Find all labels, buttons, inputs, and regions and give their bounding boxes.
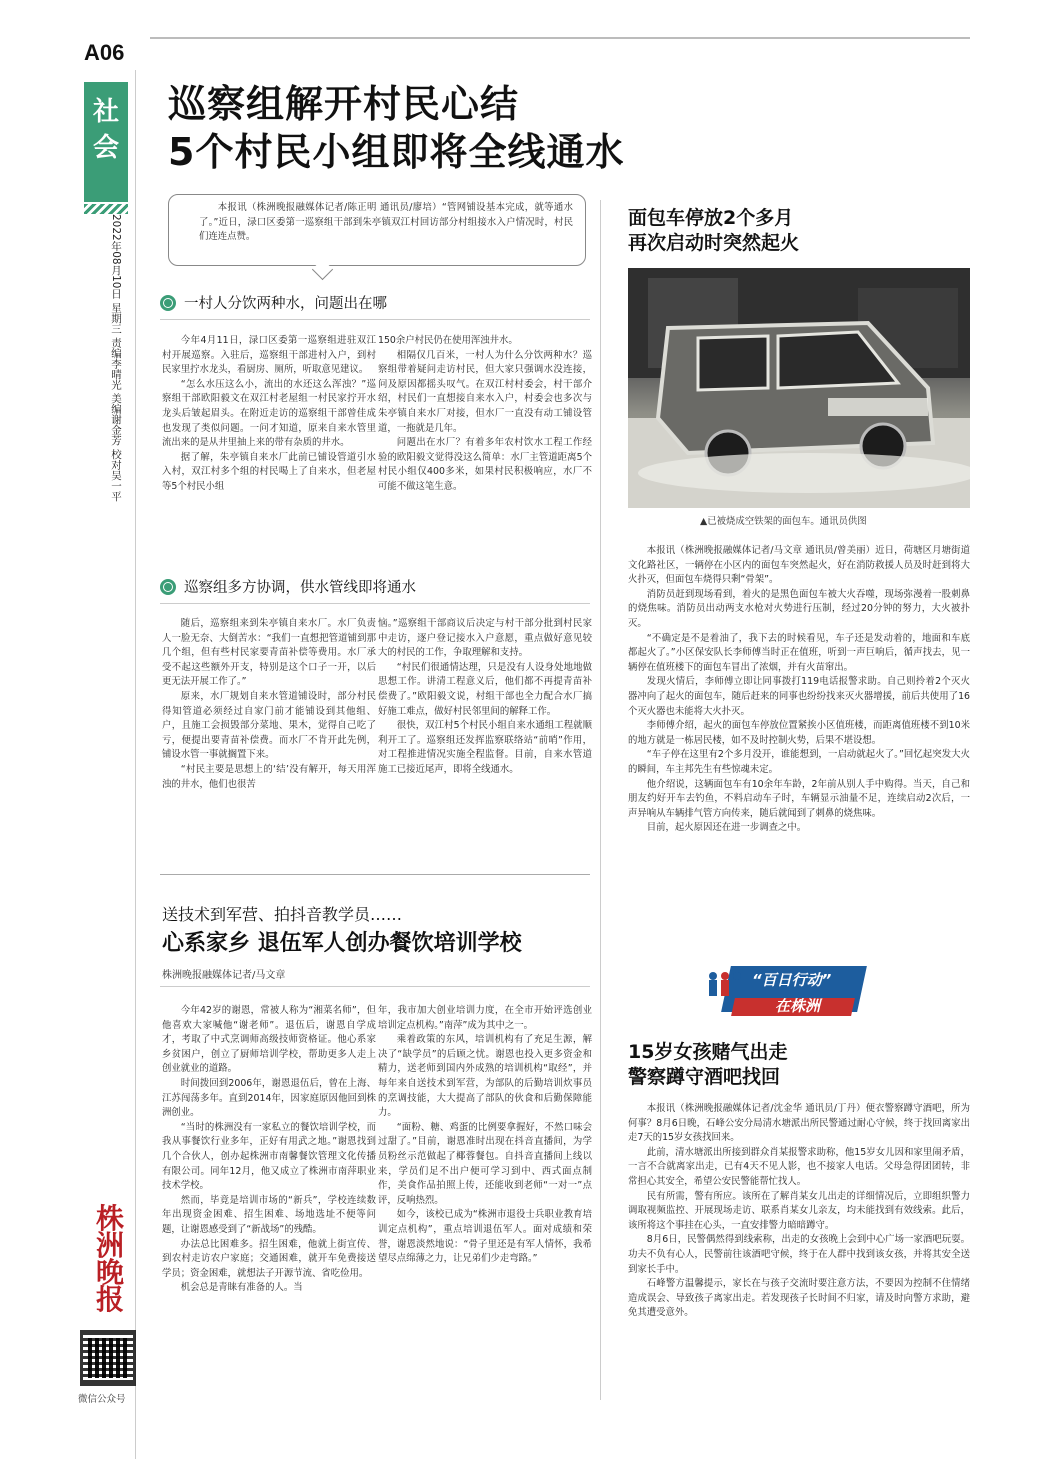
paragraph: 相隔仅几百米，一村人为什么分饮两种水？巡察组带着疑问走访村民，但大家只强调水没连接，问及原因都摇头叹气。在双江村村委会，村干部介绍，村民们一直想接自来水入户，村委会也多次与朱亭镇自来水厂对接，但水厂一直没有动工铺设管道，一拖就是几年。 <box>378 349 592 434</box>
bullet-icon <box>160 579 176 595</box>
paragraph: 时间拨回到2006年，谢恩退伍后，曾在上海、江苏闯荡多年。直到2014年，因家庭原因他回到株洲创业。 <box>162 1077 376 1119</box>
paragraph: 办法总比困难多。招生困难，他就上街宣传、到农村走访农户家庭；交通困难，就开车免费接送学员；资金困难，就想法子开源节流、省吃俭用。 <box>162 1238 376 1279</box>
qr-label: 微信公众号 <box>78 1394 126 1405</box>
logo-char: 报 <box>95 1283 124 1316</box>
s1-right-column <box>378 334 592 495</box>
paragraph: 今年42岁的谢恩，常被人称为“湘菜名师”，但他喜欢大家喊他“谢老师”。退伍后，谢恩自学成才，考取了中式烹调师高级技师资格证。他心系家乡贫困户，创立了厨师培训学校，帮助更多人走上创业就业的道路。 <box>162 1005 376 1075</box>
second-left-column <box>162 1004 376 1296</box>
headline-line: 巡察组解开村民心结 <box>168 82 520 126</box>
second-kicker: 送技术到军营、拍抖音教学员…… <box>162 905 403 924</box>
people-silhouette-icon <box>705 970 750 998</box>
paragraph: “车子停在这里有2个多月没开，谁能想到，一启动就起火了。”回忆起突发大火的瞬间，车主邦先生有些惊魂未定。 <box>628 749 970 775</box>
subheading-rule <box>160 603 590 604</box>
paragraph: 然而，毕竟是培训市场的“新兵”，学校连续数年出现资金困难、招生困难、场地选址不便等问题，让谢恩感受到了“新战场”的残酷。 <box>162 1194 376 1235</box>
page-number: A06 <box>84 40 125 65</box>
paragraph: “不确定是不是着油了，我下去的时候看见，车子还是发动着的，地面和车底都起火了。”小区保安队长李师傅当时正在值班，听到一声巨响后，循声找去，见一辆停在值班楼下的面包车冒出了浓烟，并有火苗窜出。 <box>628 632 970 673</box>
paragraph: 恼。”巡察组干部商议后决定与村干部分批到村民家中走访，逐户登记接水入户意愿，重点做好意见较大的村民的工作，争取理解和支持。 <box>378 618 592 659</box>
paragraph: “村民们很通情达理，只是没有人设身处地地做思想工作。讲清工程意义后，他们都不再提青苗补偿费了。”欧阳毅文说，村组干部也全力配合水厂搞好施工难点，做好村民邻里间的解释工作。 <box>378 661 592 717</box>
paragraph: 机会总是青睐有准备的人。当 <box>180 1282 303 1294</box>
headline-line: 再次启动时突然起火 <box>628 232 800 254</box>
paragraph: 今年4月11日，渌口区委第一巡察组进驻双江村开展巡察。入驻后，巡察组干部进村入户，到村民家里拧水龙头，看厨房、厕所，听取意见建议。 <box>162 335 376 376</box>
paragraph: 石峰警方温馨提示，家长在与孩子交流时要注意方法，不要因为控制不住情绪造成误会、导致孩子离家出走。若发现孩子长时间不归家，请及时向警方求助，避免其遭受意外。 <box>628 1278 970 1319</box>
paragraph: 8月6日，民警偶然得到线索称，出走的女孩晚上会到中心广场一家酒吧玩耍。功夫不负有心人，民警前往该酒吧守候，终于在人群中找到该女孩，并将其安全送到家长手中。 <box>628 1234 970 1275</box>
qr-code-pattern <box>88 1338 128 1378</box>
paragraph: 年，我市加大创业培训力度，在全市开始评选创业培训定点机构。”南萍”成为其中之一。 <box>378 1005 592 1031</box>
subheading-text: 一村人分饮两种水，问题出在哪 <box>184 296 387 312</box>
paragraph: 本报讯（株洲晚报融媒体记者/马文章 通讯员/曾美丽）近日，荷塘区月塘街道文化路社区，一辆停在小区内的面包车突然起火，好在消防救援人员及时赶到将大火扑灭，但面包车烧得只剩“骨架”。 <box>628 545 970 586</box>
van-illustration <box>628 268 970 508</box>
lead-paragraph: 本报讯（株洲晚报融媒体记者/陈正明 通讯员/廖培）“管网铺设基本完成，就等通水了。”近日，渌口区委第一巡察组干部到朱亭镇双江村回访部分村组接水入户情况时，村民们连连点赞。 <box>199 202 573 243</box>
headline-line: 面包车停放2个多月 <box>628 207 794 229</box>
right-article-1-body <box>628 544 970 836</box>
second-headline: 心系家乡 退伍军人创办餐饮培训学校 <box>162 931 522 956</box>
paragraph: “怎么水压这么小，流出的水还这么浑浊？”巡察组干部欧阳毅文在双江村老屋组一村民家拧开水龙头后皱起眉头。在附近走访的巡察组干部曾佳成也发现了类似问题。一问才知道，原来自来水管里流出来的是从井里抽上来的带有杂质的井水。 <box>162 378 376 449</box>
byline-rule <box>160 986 590 987</box>
section-tab-stripe <box>84 204 128 214</box>
paragraph: 随后，巡察组来到朱亭镇自来水厂。水厂负责人一脸无奈、大倒苦水：“我们一直想把管道铺到那几个组，但有些村民家要青苗补偿等费用。水厂承受不起这些额外开支，特别是这个口子一开，以后更无法开展工作了。” <box>162 618 376 688</box>
second-right-column <box>378 1004 592 1267</box>
paragraph: 150余户村民仍在使用浑浊井水。 <box>378 335 518 346</box>
lead-box <box>168 194 586 266</box>
paragraph: 目前，起火原因还在进一步调查之中。 <box>646 822 807 834</box>
banner-line-2: 在株洲 <box>775 997 821 1015</box>
paragraph: 他介绍说，这辆面包车有10余年车龄，2年前从别人手中购得。当天，自己和朋友约好开车去钓鱼，不料启动车子时，车辆显示油量不足，连续启动2次后，一声异响从车辆排气管方向传来，随后就闻到了刺鼻的烧焦味。 <box>628 778 970 819</box>
subheading-2 <box>160 576 590 604</box>
main-headline <box>168 80 624 176</box>
paragraph: 很快，双江村5个村民小组自来水通组工程就顺利开工了。巡察组还发挥监察联络站“前哨”作用，对工程推进情况实施全程监督。目前，自来水管道施工已接近尾声，即将全线通水。 <box>378 720 592 775</box>
date-editor-line: 2022年08月10日 星期三 责编李晴光 美编谢金芳 校对吴一平 <box>110 214 122 502</box>
bullet-icon <box>160 295 176 311</box>
section-char: 社 <box>92 97 119 127</box>
subheading-1 <box>160 292 590 320</box>
section-char: 会 <box>92 133 119 163</box>
subheading-text: 巡察组多方协调，供水管线即将通水 <box>184 580 416 596</box>
subheading-rule <box>160 319 590 320</box>
paragraph: 问题出在水厂？有着多年农村饮水工程工作经验的欧阳毅文觉得没这么简单：水厂主管道距离5个村民小组仅400多米，如果村民积极响应，水厂不可能不做这笔生意。 <box>378 437 592 492</box>
paragraph: 发现火情后，李师傅立即让同事拨打119电话报警求助。自己则拎着2个灭火器冲向了起火的面包车，随后赶来的同事也纷纷找来灭火器增援，前后共使用了16个灭火器也未能将大火扑灭。 <box>628 676 970 717</box>
s1-left-column <box>162 334 376 495</box>
column-divider <box>135 70 136 1459</box>
masthead-logo <box>92 1202 128 1316</box>
article-divider <box>160 874 590 875</box>
logo-char: 晚 <box>95 1256 124 1289</box>
logo-char: 洲 <box>95 1229 124 1262</box>
top-rule <box>150 37 970 39</box>
paragraph: “当时的株洲没有一家私立的餐饮培训学校，而我从事餐饮行业多年，正好有用武之地。”谢恩找到几个合伙人，创办起株洲市南馨餐饮管理文化传播有限公司。同年12月，他又成立了株洲市南萍职业技术学校。 <box>162 1121 376 1192</box>
s2-left-column <box>162 617 376 792</box>
right-headline-2 <box>628 1040 787 1090</box>
headline-line: 警察蹲守酒吧找回 <box>628 1066 781 1088</box>
paragraph: 民有所需，警有所应。该所在了解肖某女儿出走的详细情况后，立即组织警力调取视频监控、开展现场走访、联系肖某女儿亲友，均未能找到有效线索。此后，该所将这个事挂在心头，一直安排警力暗暗蹲守。 <box>628 1190 970 1231</box>
paragraph: 据了解，朱亭镇自来水厂此前已铺设管道引水入村，双江村多个组的村民喝上了自来水，但老屋等5个村民小组 <box>162 451 376 492</box>
paragraph: 乘着政策的东风，培训机构有了充足生源，解决了“缺学员”的后顾之忧。谢恩也投入更多资金和精力，送老师到国内外成熟的培训机构“取经”，并每年来自送技术到军营，为部队的后勤培训炊事员的烹调技能，大大提高了部队的伙食和后勤保障能力。 <box>378 1034 592 1119</box>
paragraph: 如今，该校已成为“株洲市退役士兵职业教育培训定点机构”，重点培训退伍军人。面对成绩和荣誉，谢恩淡然地说：“骨子里还是有军人情怀，我希望尽点绵薄之力，让兄弟们少走弯路。” <box>378 1209 592 1265</box>
right-headline-1 <box>628 206 799 256</box>
photo-caption: ▲已被烧成空铁架的面包车。通讯员供图 <box>700 516 867 527</box>
right-article-2-body <box>628 1102 970 1321</box>
burned-van-photo <box>628 268 970 508</box>
headline-line: 5个村民小组即将全线通水 <box>168 130 625 174</box>
paragraph: 消防员赶到现场看到，着火的是黑色面包车被大火吞噬，现场弥漫着一股刺鼻的烧焦味。消防员出动两支水枪对火势进行压制，经过20分钟的努力，大火被扑灭。 <box>628 588 970 629</box>
paragraph: “面粉、糖、鸡蛋的比例要拿握好，不然口味会过甜了。”目前，谢恩准时出现在抖音直播间，为学员粉丝示范做起了椰蓉餐包。自抖音直播间上线以来，学员们足不出户便可学习到中、西式面点制作，美食作品拍照上传，还能收到老师“一对一”点评，反响热烈。 <box>378 1121 592 1206</box>
logo-char: 株 <box>95 1202 124 1235</box>
headline-line: 15岁女孩赌气出走 <box>628 1041 788 1063</box>
paragraph: 原来，水厂规划自来水管道铺设时，部分村民得知管道必须经过自家门前才能铺设到其他组、户，且施工会损毁部分菜地、果木，觉得自己吃了亏，便提出要青苗补偿费。而水厂不肯开此先例，铺设水管一事就搁置下来。 <box>162 690 376 761</box>
second-byline: 株洲晚报融媒体记者/马文章 <box>162 970 286 981</box>
banner-line-1: “百日行动” <box>752 971 832 989</box>
paragraph: “村民主要是思想上的‘结’没有解开，每天用浑浊的井水，他们也很苦 <box>162 763 376 790</box>
section-tab <box>84 82 128 202</box>
right-divider <box>600 200 601 1400</box>
s2-right-column <box>378 617 592 778</box>
paragraph: 李师傅介绍，起火的面包车停放位置紧挨小区值班楼，而距离值班楼不到10米的地方就是一栋居民楼，如不及时控制火势，后果不堪设想。 <box>628 720 970 746</box>
paragraph: 此前，清水塘派出所接到群众肖某报警求助称，他15岁女儿因和家里闹矛盾，一言不合就离家出走，已有4天不见人影，也不接家人电话。父母急得团团转，非常担心其安全，希望公安民警能帮忙找人。 <box>628 1146 970 1187</box>
paragraph: 本报讯（株洲晚报融媒体记者/沈金华 通讯员/丁丹）便衣警察蹲守酒吧，所为何事？8月6日晚，石峰公安分局清水塘派出所民警通过耐心守候，终于找回离家出走7天的15岁女孩找回来。 <box>628 1103 970 1144</box>
